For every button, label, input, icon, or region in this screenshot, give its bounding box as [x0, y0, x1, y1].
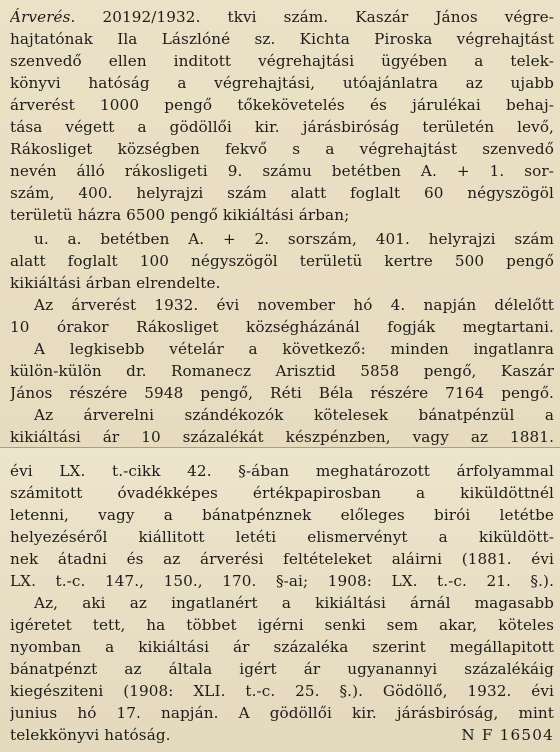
text-line: szám, 400. helyrajzi szám alatt foglalt 60 négyszögöl: [10, 184, 554, 202]
notice-lead: Árverés.: [10, 8, 76, 26]
notice-line: 20192/1932. tkvi szám. Kaszár János végre-: [102, 8, 554, 26]
text-line: János részére 5948 pengő, Réti Béla részére 7164 pengő.: [10, 384, 554, 402]
text-line: Rákosliget községben fekvő s a végrehajtást szenvedő: [10, 140, 554, 158]
text-line: nyomban a kikiáltási ár százaléka szerint megállapitott: [10, 638, 554, 656]
text-line: évi LX. t.-cikk 42. §-ában meghatározott árfolyammal: [10, 462, 554, 480]
text-line: A legkisebb vételár a következő: minden ingatlanra: [34, 340, 554, 358]
text-line: kikiáltási árban elrendelte.: [10, 274, 221, 292]
clipping-part-2: [0, 448, 560, 752]
text-line: u. a. betétben A. + 2. sorszám, 401. helyrajzi szám: [34, 230, 554, 248]
text-line: külön-külön dr. Romanecz Arisztid 5858 pengő, Kaszár: [10, 362, 554, 380]
text-line: bánatpénzt az általa igért ár ugyanannyi százalékáig: [10, 660, 554, 678]
text-line-final: [10, 726, 554, 745]
text-line: számitott óvadékképes értékpapirosban a kiküldöttnél: [10, 484, 554, 502]
text-line: letenni, vagy a bánatpénznek előleges birói letétbe: [10, 506, 554, 524]
text-line: helyezéséről kiállitott letéti elismervényt a kiküldött-: [10, 528, 554, 546]
text-line: LX. t.-c. 147., 150., 170. §-ai; 1908: LX. t.-c. 21. §.).: [10, 572, 554, 590]
text-line: kiegésziteni (1908: XLI. t.-c. 25. §.). Gödöllő, 1932. évi: [10, 682, 554, 700]
signature: N F 16504: [461, 726, 554, 744]
text-line: alatt foglalt 100 négyszögöl területü kertre 500 pengő: [10, 252, 554, 270]
text-line: nek átadni és az árverési feltételeket aláirni (1881. évi: [10, 550, 554, 568]
text-line: szenvedő ellen inditott végrehajtási ügyében a telek-: [10, 52, 554, 70]
text-line: Az árverést 1932. évi november hó 4. napján délelőtt: [34, 296, 554, 314]
text-line: területü házra 6500 pengő kikiáltási árban;: [10, 206, 350, 224]
text-line: kikiáltási ár 10 százalékát készpénzben, vagy az 1881.: [10, 428, 554, 446]
text-line: tása végett a gödöllői kir. járásbiróság területén levő,: [10, 118, 554, 136]
text-line: hajtatónak Ila Lászlóné sz. Kichta Piroska végrehajtást: [10, 30, 554, 48]
text-line: árverést 1000 pengő tőkekövetelés és járulékai behaj-: [10, 96, 554, 114]
text-line-end: telekkönyvi hatóság.: [10, 726, 171, 744]
text-line: Az, aki az ingatlanért a kikiáltási árnál magasabb: [34, 594, 554, 612]
text-line: junius hó 17. napján. A gödöllői kir. járásbiróság, mint: [10, 704, 554, 722]
text-line: nevén álló rákosligeti 9. számu betétben A. + 1. sor-: [10, 162, 554, 180]
text-line: könyvi hatóság a végrehajtási, utóajánlatra az ujabb: [10, 74, 554, 92]
text-line-1: [10, 8, 554, 27]
text-line: Az árverelni szándékozók kötelesek bánatpénzül a: [34, 406, 554, 424]
text-line: igéretet tett, ha többet igérni senki sem akar, köteles: [10, 616, 554, 634]
text-line: 10 órakor Rákosliget községházánál fogják megtartani.: [10, 318, 554, 336]
